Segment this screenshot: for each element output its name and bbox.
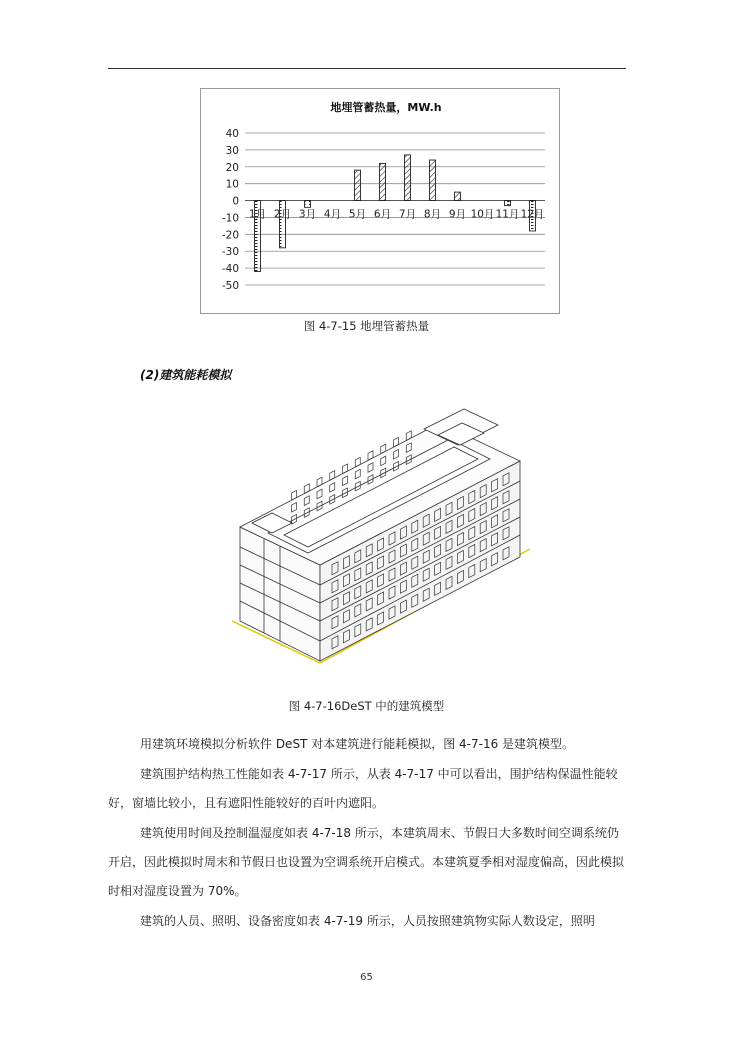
x-tick-label: 12月 <box>520 208 545 221</box>
body-paragraph-4: 建筑的人员、照明、设备密度如表 4-7-19 所示，人员按照建筑物实际人数设定，照明 <box>140 914 595 928</box>
y-tick-label: -40 <box>221 263 239 276</box>
x-tick-label: 9月 <box>448 208 467 221</box>
chart-figure <box>200 88 560 314</box>
figure-caption-2: 图 4-7-16DeST 中的建筑模型 <box>288 699 445 713</box>
body-paragraph-3: 建筑使用时间及控制温湿度如表 4-7-18 所示，本建筑周末、节假日大多数时间空调系统仍开启，因此模拟时周末和节假日也设置为空调系统开启模式。本建筑夏季相对湿度偏高，因此模拟时相对湿度设置为 70%。 <box>108 826 625 898</box>
y-tick-label: -50 <box>221 280 239 292</box>
x-tick-label: 6月 <box>373 208 392 221</box>
y-tick-label: 40 <box>225 128 239 140</box>
bar-9月 <box>455 192 461 200</box>
chart-title: 地埋管蓄热量，MW.h <box>330 101 442 114</box>
y-tick-label: -20 <box>221 229 239 242</box>
bar-6月 <box>380 163 386 200</box>
figure-caption-1: 图 4-7-15 地埋管蓄热量 <box>303 319 430 333</box>
y-tick-label: 20 <box>225 161 239 174</box>
header-rule <box>108 68 626 69</box>
bar-8月 <box>430 160 436 201</box>
body-paragraph-2: 建筑围护结构热工性能如表 4-7-17 所示，从表 4-7-17 中可以看出，围护结构保温性能较好，窗墙比较小，且有遮阳性能较好的百叶内遮阳。 <box>108 767 618 810</box>
bar-chart <box>201 89 559 313</box>
x-tick-label: 10月 <box>470 208 495 221</box>
bar-11月 <box>505 201 511 206</box>
bar-7月 <box>405 155 411 201</box>
body-paragraph-1: 用建筑环境模拟分析软件 DeST 对本建筑进行能耗模拟，图 4-7-16 是建筑模型。 <box>140 737 575 751</box>
bar-3月 <box>305 201 311 208</box>
x-tick-label: 2月 <box>273 208 292 221</box>
page-number: 65 <box>360 972 373 983</box>
y-tick-label: -30 <box>221 246 239 259</box>
x-tick-label: 3月 <box>298 208 317 221</box>
x-tick-label: 7月 <box>398 208 417 221</box>
building-model-figure <box>228 405 544 667</box>
y-tick-label: 0 <box>232 195 239 208</box>
section-heading: (2)建筑能耗模拟 <box>140 368 232 382</box>
x-tick-label: 11月 <box>495 208 520 221</box>
x-tick-label: 8月 <box>423 208 442 221</box>
x-tick-label: 4月 <box>323 208 342 221</box>
y-tick-label: 30 <box>225 144 239 157</box>
x-tick-label: 1月 <box>248 208 267 221</box>
x-tick-label: 5月 <box>348 208 367 221</box>
building-model-drawing <box>228 405 544 667</box>
y-tick-label: -10 <box>221 212 239 225</box>
bar-5月 <box>355 170 361 200</box>
y-tick-label: 10 <box>225 178 239 191</box>
